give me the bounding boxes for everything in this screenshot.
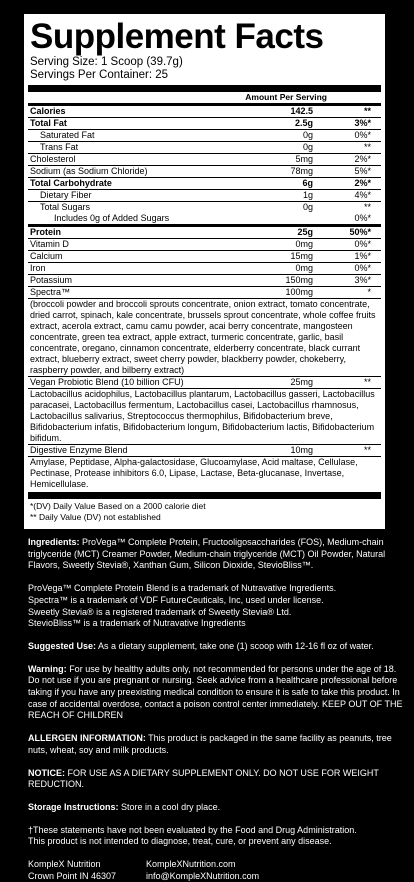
nutrient-name: Vitamin D	[30, 239, 69, 249]
spectra-ingredients: (broccoli powder and broccoli sprouts concentrate, onion extract, tomato concentrate, dried carrot, spinach, kale concentrate, brussels sprout concentrate, whole coffee fruits extract, acerola extract, camu camu powder, acai berry concentrate, mangosteen concentrate, green tea extract, apple extract, turmeric concentrate, garlic, basil concentrate, oregano, cinnamon concentrate, elderberry concentrate, black currant extract, blueberry extract, sweet cherry powder, blackberry powder, chokeberry, raspberry powder, and bilberry extract)	[28, 298, 381, 376]
probiotic-row	[28, 376, 381, 388]
ingredients	[28, 537, 408, 572]
nutrient-row	[28, 129, 381, 141]
nutrient-row	[28, 262, 381, 274]
company-name: KompleX Nutrition	[28, 859, 101, 870]
footnote-dv: *(DV) Daily Value Based on a 2000 calorie diet	[30, 501, 206, 511]
nutrient-rows-top	[28, 106, 381, 224]
nutrient-amount: 1g	[302, 190, 313, 200]
notice	[28, 768, 408, 791]
nutrient-name: Iron	[30, 263, 46, 273]
divider-thick	[28, 492, 381, 499]
nutrient-row	[28, 238, 381, 250]
nutrient-row	[28, 286, 381, 298]
nutrient-name: Sodium (as Sodium Chloride)	[30, 166, 148, 176]
trademark-spectra: Spectra™ is a trademark of VDF FutureCeuticals, Inc, used under license.	[28, 594, 324, 605]
nutrient-name: Dietary Fiber	[40, 190, 92, 200]
nutrient-name: Digestive Enzyme Blend	[30, 445, 128, 455]
allergen-text: This product is packaged in the same facility as peanuts, tree nuts, wheat, soy and milk products.	[28, 733, 392, 755]
nutrient-row	[28, 274, 381, 286]
nutrient-name: Spectra™	[30, 287, 71, 297]
nutrient-amount: 10mg	[290, 445, 313, 455]
nutrient-amount: 150mg	[285, 275, 313, 285]
nutrient-row	[28, 189, 381, 201]
enzyme-list: Amylase, Peptidase, Alpha-galactosidase, Glucoamylase, Acid maltase, Cellulase, Pectinase, Protease inhibitors 6.0, Lipase, Lactase, Beta-glucanase, Invertase, Hemicellulase.	[28, 456, 381, 490]
nutrient-name: Calories	[30, 106, 66, 116]
divider-thick	[28, 85, 381, 92]
nutrient-name: Trans Fat	[40, 142, 79, 152]
nutrient-amount: 0g	[302, 130, 313, 140]
nutrient-dv: **	[363, 106, 371, 116]
nutrient-name: Vegan Probiotic Blend (10 billion CFU)	[30, 377, 184, 387]
nutrient-dv: **	[363, 142, 371, 152]
suggested-use-text: As a dietary supplement, take one (1) scoop with 12-16 fl oz of water.	[98, 640, 374, 651]
nutrient-name: Total Fat	[30, 118, 67, 128]
nutrient-name: Potassium	[30, 275, 73, 285]
suggested-use	[28, 641, 408, 653]
ingredients-label: Ingredients:	[28, 537, 80, 547]
nutrient-row	[28, 153, 381, 165]
nutrient-amount: 78mg	[290, 166, 313, 176]
allergen-label: ALLERGEN INFORMATION:	[28, 733, 146, 744]
warning-text: For use by healthy adults only, not recommended for persons under the age of 18. Do not use if you are pregnant or nursing. Seek advice from a healthcare professional before taking if you have any preexisting medical condition to ensure it is safe to take this product. In case of accidental overdose, contact a poison control center immediately. KEEP OUT OF THE REACH OF CHILDREN	[28, 663, 403, 721]
trademark-steviobliss: StevioBliss™ is a trademark of Nutravative Ingredients	[28, 618, 246, 629]
nutrient-dv: 0%*	[354, 239, 371, 249]
fda-disclaimer	[28, 825, 408, 848]
nutrient-amount: 0g	[302, 142, 313, 152]
nutrient-amount: 0mg	[295, 263, 313, 273]
nutrient-row	[28, 117, 381, 129]
nutrient-dv: 3%*	[354, 118, 371, 128]
panel-title: Supplement Facts	[30, 17, 324, 56]
nutrient-amount: 142.5	[290, 106, 313, 116]
fda-line-2: This product is not intended to diagnose, treat, cure, or prevent any disease.	[28, 836, 332, 847]
nutrient-dv: 2%*	[354, 154, 371, 164]
allergen-info	[28, 733, 408, 756]
nutrient-amount: 25g	[297, 227, 313, 237]
company-city: Crown Point IN 46307	[28, 870, 117, 881]
nutrient-dv: 0%*	[354, 263, 371, 273]
label-text-block	[28, 537, 408, 882]
notice-label: NOTICE:	[28, 767, 65, 778]
nutrient-dv: 1%*	[354, 251, 371, 261]
nutrient-amount: 0mg	[295, 239, 313, 249]
warning	[28, 664, 408, 723]
nutrient-row	[28, 165, 381, 177]
nutrient-dv: 0%*	[354, 130, 371, 140]
suggested-use-label: Suggested Use:	[28, 640, 97, 651]
nutrient-row	[28, 201, 381, 213]
nutrient-row	[28, 141, 381, 153]
probiotic-strains: Lactobacillus acidophilus, Lactobacillus plantarum, Lactobacillus gasseri, Lactobacillus paracasei, Lactobacillus fermentum, Lactobacillus casei, Lactobacillus rhamnosus, Lactobacillus salivarius, Streptococcus thermophilus, Bifidobacterium breve, Bifidobacterium infatis, Bifidobacterium longum, Bifidobacterium lactis, Bifidobacterium bifidum.	[28, 388, 381, 444]
nutrient-amount: 15mg	[290, 251, 313, 261]
serving-size: Serving Size: 1 Scoop (39.7g)	[30, 56, 183, 68]
nutrient-amount: 6g	[302, 178, 313, 188]
nutrient-row	[28, 177, 381, 189]
trademark-sweetly-stevia: Sweetly Stevia® is a registered trademark of Sweetly Stevia® Ltd.	[28, 606, 292, 617]
warning-label: Warning:	[28, 663, 67, 674]
nutrient-dv: 3%*	[354, 275, 371, 285]
nutrient-row	[28, 227, 381, 238]
nutrient-amount: 25mg	[290, 377, 313, 387]
nutrient-name: Cholesterol	[30, 154, 76, 164]
servings-per-container: Servings Per Container: 25	[30, 69, 169, 81]
nutrient-dv: 0%*	[354, 213, 371, 223]
nutrient-dv: 4%*	[354, 190, 371, 200]
ingredients-text: ProVega™ Complete Protein, Fructooligosaccharides (FOS), Medium-chain triglyceride (MCT) Creamer Powder, Medium-chain triglyceride (MCT) Oil Powder, Natural Flavors, Sweetly Stevia®, Xanthan Gum, Silicon Dioxide, StevioBliss™.	[28, 537, 386, 571]
storage-instructions	[28, 802, 408, 814]
enzyme-row	[28, 444, 381, 456]
storage-label: Storage Instructions:	[28, 801, 119, 812]
nutrient-name: Protein	[30, 227, 62, 237]
company-email: info@KompleXNutrition.com	[146, 870, 260, 881]
trademark-provega: ProVega™ Complete Protein Blend is a trademark of Nutravative Ingredients.	[28, 583, 337, 594]
nutrient-name: Calcium	[30, 251, 63, 261]
nutrient-dv: 50%*	[349, 227, 371, 237]
trademarks	[28, 583, 408, 630]
nutrient-dv: **	[363, 202, 371, 212]
nutrient-rows-bottom	[28, 227, 381, 298]
nutrient-row	[28, 213, 381, 224]
supplement-facts-panel	[24, 14, 385, 529]
nutrient-name: Total Carbohydrate	[30, 178, 112, 188]
company-website: KompleXNutrition.com	[146, 859, 236, 870]
nutrient-dv: 2%*	[354, 178, 371, 188]
nutrient-amount: 5mg	[295, 154, 313, 164]
nutrient-name: Total Sugars	[40, 202, 91, 212]
amount-per-serving-header: Amount Per Serving	[245, 92, 327, 102]
fda-line-1: †These statements have not been evaluated by the Food and Drug Administration.	[28, 824, 357, 835]
nutrient-dv: *	[367, 287, 371, 297]
notice-text: FOR USE AS A DIETARY SUPPLEMENT ONLY. DO NOT USE FOR WEIGHT REDUCTION.	[28, 767, 379, 790]
nutrient-amount: 0g	[302, 202, 313, 212]
nutrient-amount: 2.5g	[294, 118, 313, 128]
nutrient-dv: **	[363, 445, 371, 455]
nutrient-amount: 100mg	[285, 287, 313, 297]
storage-text: Store in a cool dry place.	[121, 801, 221, 812]
nutrient-dv: **	[363, 377, 371, 387]
nutrient-dv: 5%*	[354, 166, 371, 176]
footnote-not-established: ** Daily Value (DV) not established	[30, 511, 161, 522]
nutrient-name: Includes 0g of Added Sugars	[54, 213, 170, 223]
nutrient-row	[28, 106, 381, 117]
nutrient-row	[28, 250, 381, 262]
nutrient-name: Saturated Fat	[40, 130, 95, 140]
